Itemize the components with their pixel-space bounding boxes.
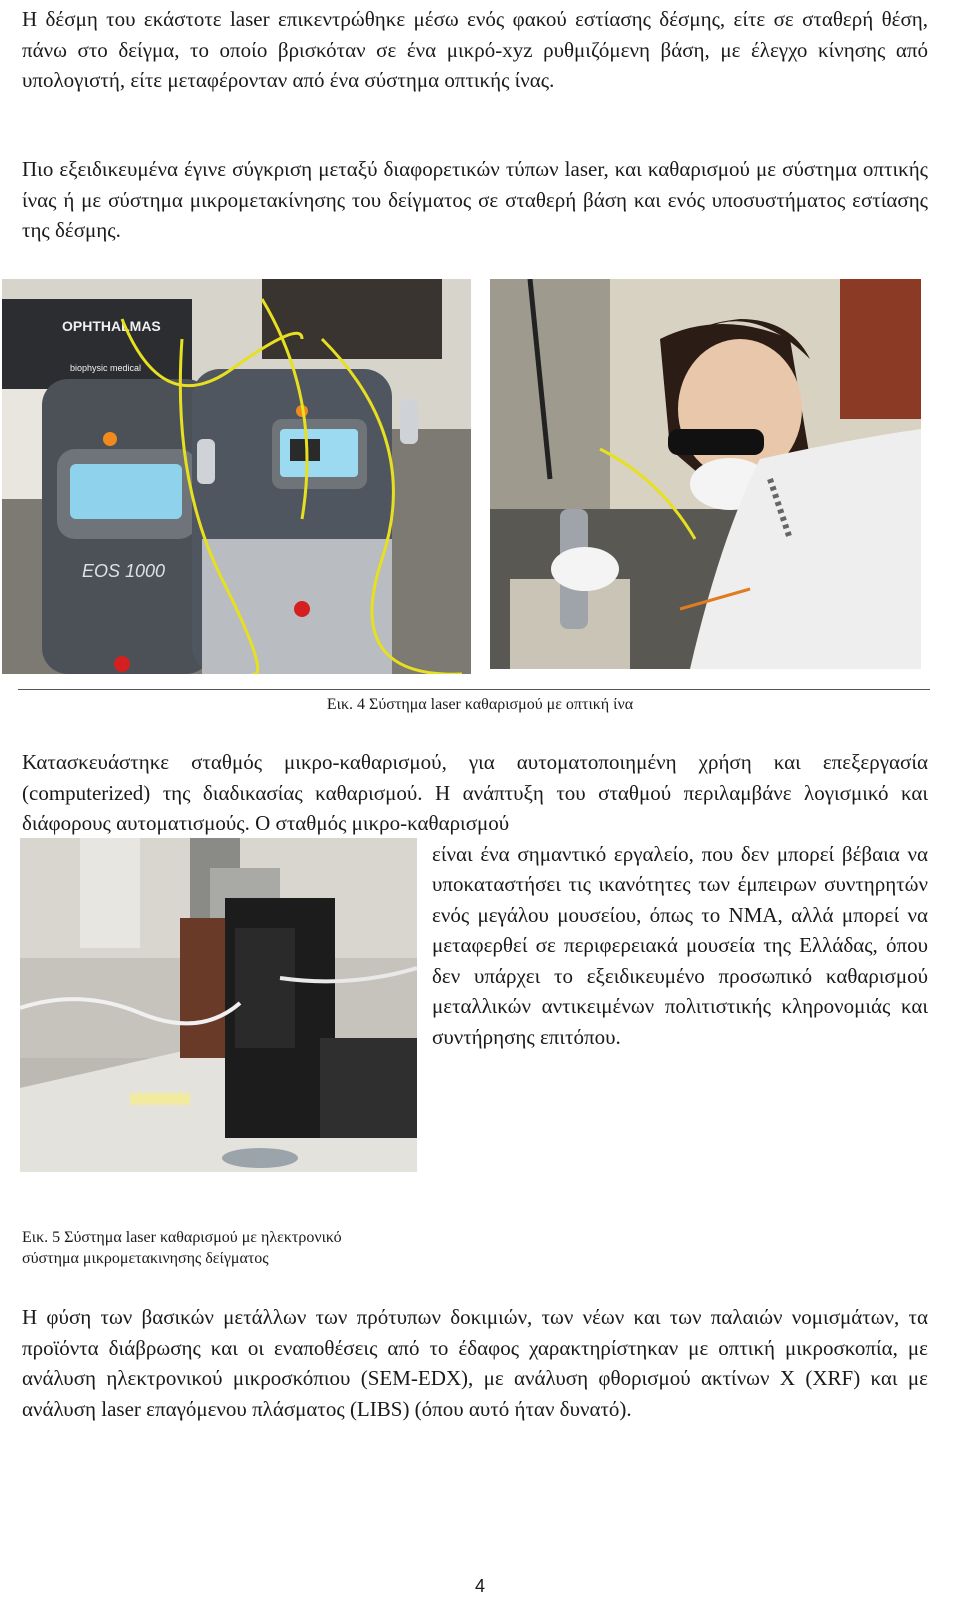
micro-station-illustration [20, 838, 417, 1172]
brand-text: OPHTHALMAS [62, 318, 161, 334]
operator-illustration [490, 279, 921, 669]
paragraph-beam-focus: Η δέσμη του εκάστοτε laser επικεντρώθηκε μέσω ενός φακού εστίασης δέσμης, είτε σε σταθερή θέση, πάνω στο δείγμα, το οποίο βρισκόταν σε ένα μικρό-xyz ρυθμιζόμενη βάση, με έλεγχο κίνησης από υπολογιστή, είτε μεταφέρονταν από ένα σύστημα οπτικής ίνας. [22, 7, 928, 92]
paragraph-characterization-methods: Η φύση των βασικών μετάλλων των πρότυπων δοκιμιών, των νέων και των παλαιών νομισμάτων, τα προϊόντα διάβρωσης και οι εναποθέσεις από το έδαφος χαρακτηρίστηκαν με οπτική μικροσκοπία, με ανάλυση ηλεκτρονικού μικροσκόπιου (SEM-EDX), με ανάλυση φθορισμού ακτίνων Χ (XRF) και με ανάλυση laser επαγόμενου πλάσματος (LIBS) (όπου αυτό ήταν δυνατό). [22, 1305, 928, 1421]
caption-figure-5-line-2: σύστημα μικρομετακινησης δείγματος [22, 1250, 269, 1267]
page-number: 4 [474, 1576, 485, 1596]
paragraph-laser-comparison: Πιο εξειδικευμένα έγινε σύγκριση μεταξύ διαφορετικών τύπων laser, και καθαρισμού με σύστημα οπτικής ίνας ή με σύστημα μικρομετακίνησης του δείγματος σε σταθερή βάση και ενός υποσυστήματος εστίασης της δέσμης. [22, 157, 928, 242]
photo-micro-cleaning-station [20, 838, 417, 1172]
photo-operator-fiber [490, 279, 921, 669]
caption-figure-5-line-1: Εικ. 5 Σύστημα laser καθαρισμού με ηλεκτρονικό [22, 1229, 342, 1246]
model-text: EOS 1000 [82, 561, 166, 581]
caption-figure-5 [22, 1227, 442, 1269]
paragraph-micro-cleaning-lead: Κατασκευάστηκε σταθμός μικρο-καθαρισμού, για αυτοματοποιημένη χρήση και επεξεργασία (computerized) της διαδικασίας καθαρισμού. Η ανάπτυξη του σταθμού περιλαμβάνε λογισμικό και διάφορους αυτοματισμούς. Ο σταθμός μικρο-καθαρισμού [22, 750, 928, 835]
caption-figure-4: Εικ. 4 Σύστημα laser καθαρισμού με οπτική ίνα [326, 696, 634, 713]
brand-sub-text: biophysic medical [70, 363, 142, 373]
photo-laser-units [2, 279, 471, 674]
figure-separator-line [18, 689, 930, 690]
laser-units-illustration [2, 279, 471, 674]
paragraph-micro-cleaning-rest: είναι ένα σημαντικό εργαλείο, που δεν μπορεί βέβαια να υποκαταστήσει τις ικανότητες των έμπειρων συντηρητών ενός μεγάλου μουσείου, όπως το ΝΜΑ, αλλά μπορεί να μεταφερθεί σε περιφερειακά μουσεία της Ελλάδας, όπου δεν υπάρχει το εξειδικευμένο προσωπικό καθαρισμού μεταλλικών αντικειμένων πολιτιστικής κληρονομιάς και συντήρησης επιτόπου. [432, 841, 928, 1049]
